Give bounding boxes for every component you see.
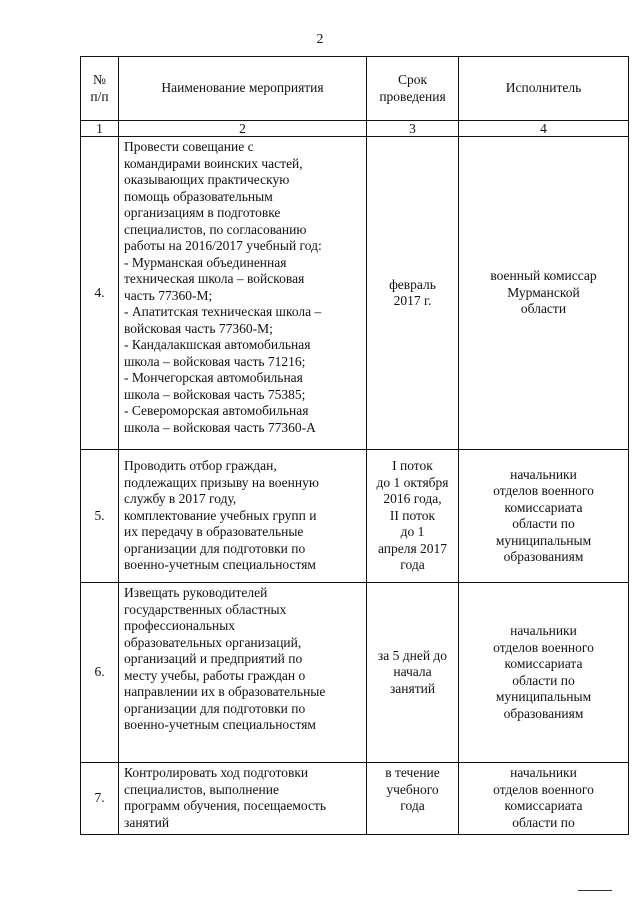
header-executor: Исполнитель bbox=[459, 57, 629, 121]
header-date: Срок проведения bbox=[367, 57, 459, 121]
row-executor: начальники отделов военного комиссариата области по муниципальным образованиям bbox=[459, 450, 629, 583]
header-num: № п/п bbox=[81, 57, 119, 121]
row-number: 7. bbox=[81, 763, 119, 835]
row-date: в течение учебного года bbox=[367, 763, 459, 835]
row-activity: Контролировать ход подготовки специалистов, выполнение программ обучения, посещаемость занятий bbox=[119, 763, 367, 835]
header-activity: Наименование мероприятия bbox=[119, 57, 367, 121]
row-executor: военный комиссар Мурманской области bbox=[459, 137, 629, 450]
page-number: 2 bbox=[316, 32, 324, 47]
row-activity: Проводить отбор граждан, подлежащих призыву на военную службу в 2017 году, комплектование учебных групп и их передачу в образовательные организации для подготовки по военно-учетным специальностям bbox=[119, 450, 367, 583]
row-activity: Провести совещание с командирами воинских частей, оказывающих практическую помощь образовательным организациям в подготовке специалистов, по согласованию работы на 2016/2017 учебный год: - Мурманская объединенная техническая школа – войсковая часть 77360-М; - Апатитская техническая школа – войсковая часть 77360-М; - Кандалакшская автомобильная школа – войсковая часть 71216; - Мончегорская автомобильная школа – войсковая часть 75385; - Североморская автомобильная школа – войсковая часть 77360-А bbox=[119, 137, 367, 450]
row-executor: начальники отделов военного комиссариата области по bbox=[459, 763, 629, 835]
row-executor: начальники отделов военного комиссариата области по муниципальным образованиям bbox=[459, 583, 629, 763]
events-plan-table bbox=[80, 56, 629, 835]
table-header-row bbox=[81, 57, 629, 121]
table-row bbox=[81, 450, 629, 583]
column-index: 1 bbox=[81, 121, 119, 137]
table-row bbox=[81, 137, 629, 450]
row-number: 6. bbox=[81, 583, 119, 763]
row-date: февраль 2017 г. bbox=[367, 137, 459, 450]
table-row bbox=[81, 763, 629, 835]
row-number: 4. bbox=[81, 137, 119, 450]
column-index: 3 bbox=[367, 121, 459, 137]
row-date: за 5 дней до начала занятий bbox=[367, 583, 459, 763]
table-row bbox=[81, 583, 629, 763]
row-date: I поток до 1 октября 2016 года, II поток до 1 апреля 2017 года bbox=[367, 450, 459, 583]
column-index: 2 bbox=[119, 121, 367, 137]
row-number: 5. bbox=[81, 450, 119, 583]
row-activity: Извещать руководителей государственных областных профессиональных образовательных организаций, организаций и предприятий по месту учебы, работы граждан о направлении их в образовательные организации для подготовки по военно-учетным специальностям bbox=[119, 583, 367, 763]
column-index-row bbox=[81, 121, 629, 137]
column-index: 4 bbox=[459, 121, 629, 137]
corner-rule bbox=[578, 890, 612, 891]
